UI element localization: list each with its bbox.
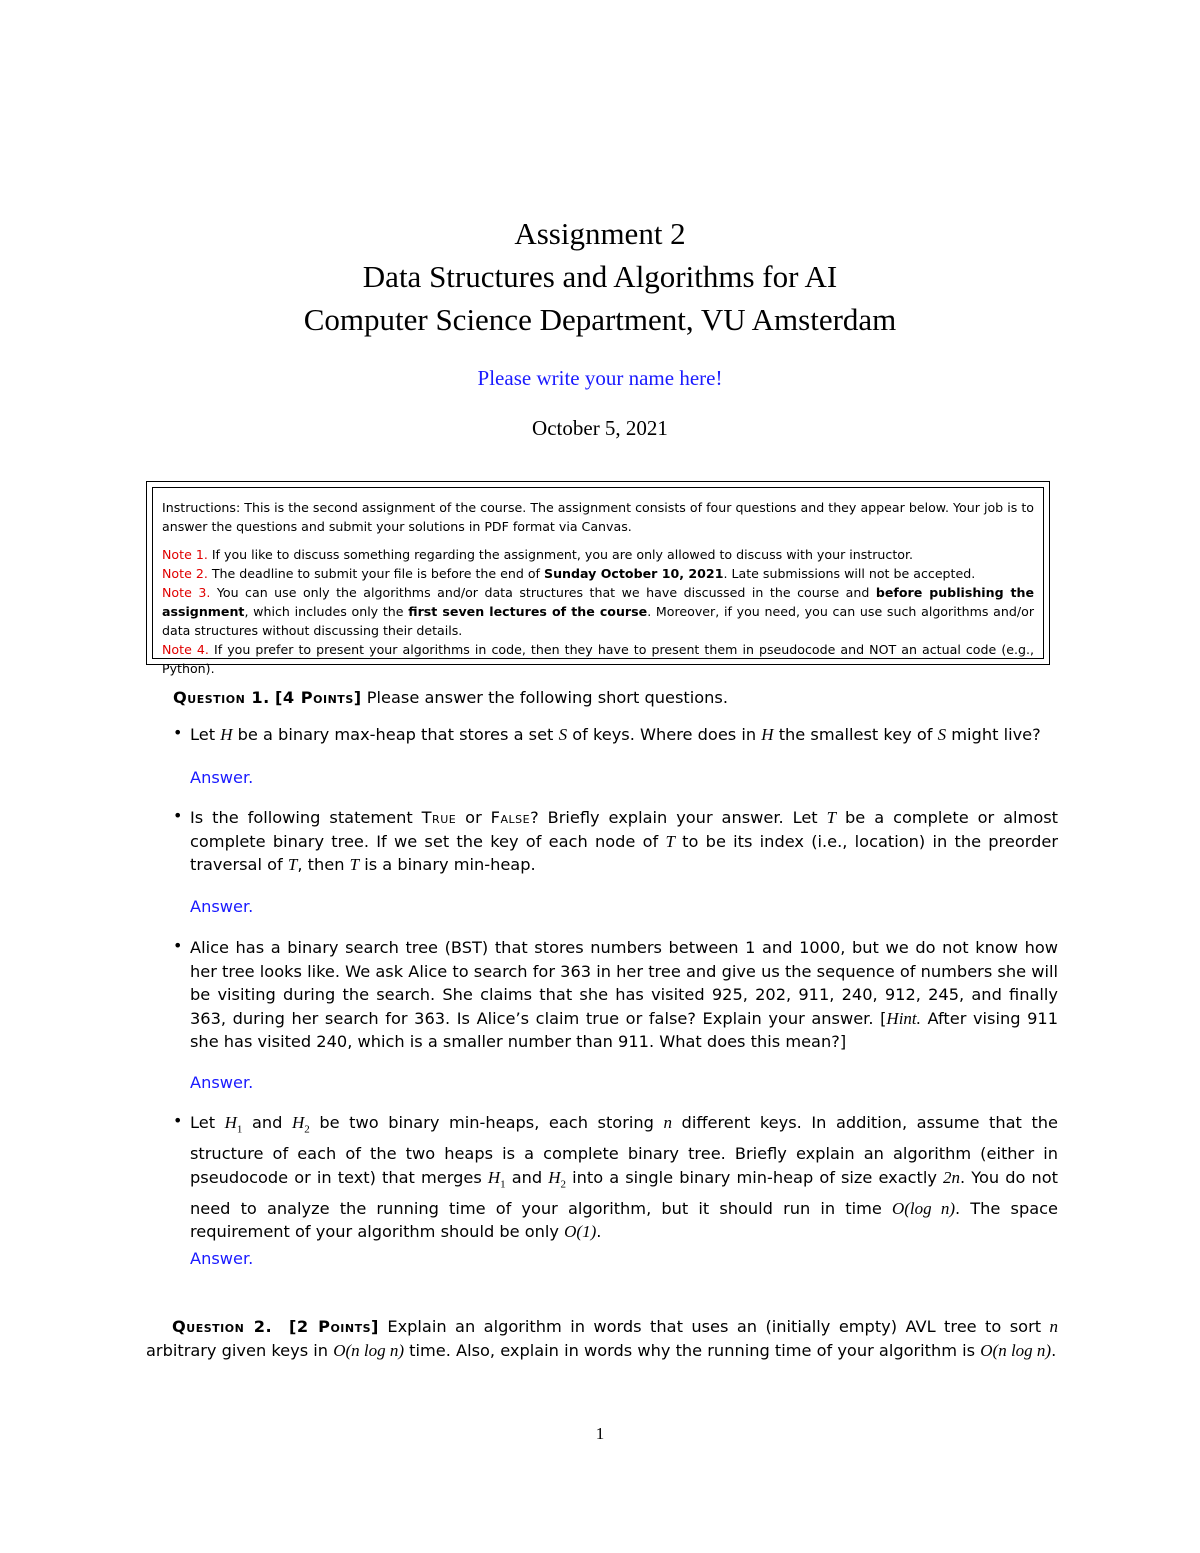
instructions-label: Instructions: <box>162 500 241 515</box>
q2-text: arbitrary given keys in <box>146 1340 334 1360</box>
note-1-label: Note 1. <box>162 547 208 562</box>
q2-text: Explain an algorithm in words that uses an (initially empty) AVL tree to sort <box>378 1317 1050 1336</box>
bullet: • <box>173 1111 183 1130</box>
math-n: n <box>663 1113 672 1132</box>
math-O-n-log-n: O(n log n) <box>333 1340 405 1360</box>
q1-item2-text: is a binary min-heap. <box>359 855 536 875</box>
math-2n: 2n <box>943 1167 961 1187</box>
instructions-text: This is the second assignment of the course. The assignment consists of four questions and they appear below. Your job is to answer the questions and submit your solutions in PDF format via Canvas. <box>162 500 1034 534</box>
instructions-paragraph <box>162 498 1034 536</box>
note-4-label: Note 4. <box>162 642 209 657</box>
math-H-letter: H <box>224 1113 237 1132</box>
q1-item1-text: be a binary max-heap that stores a set <box>232 725 559 744</box>
page-number: 1 <box>595 1424 605 1443</box>
note-2 <box>162 564 1034 583</box>
note-4 <box>162 640 1034 678</box>
q1-item4-text: Let <box>190 1113 225 1132</box>
math-T: T <box>287 855 298 875</box>
subscript: 1 <box>236 1123 243 1136</box>
q1-item1-text: might live? <box>946 725 1041 744</box>
q1-item4-text: . <box>596 1222 602 1242</box>
math-S: S <box>937 725 947 744</box>
title-block <box>0 212 1200 443</box>
q1-item4-text: into a single binary min-heap of size exactly <box>566 1167 944 1187</box>
answer-placeholder-2: Answer. <box>190 897 254 916</box>
question-1-label: Question 1. <box>173 688 270 707</box>
math-T: T <box>826 808 837 827</box>
math-H1 <box>487 1167 506 1190</box>
q1-item4-text: and <box>242 1113 293 1132</box>
instructions-inner <box>152 487 1044 676</box>
q1-item2-text: , then <box>297 855 350 875</box>
q1-item1-text: the smallest key of <box>773 725 938 744</box>
math-H: H <box>761 725 774 744</box>
math-H2 <box>292 1113 310 1136</box>
note-3-text-c: . Moreover, if you need, you can use such algorithms and/or data structures without discussing their details. <box>162 604 1034 638</box>
math-S: S <box>558 725 568 744</box>
q1-item4-text: . The space requirement of your algorithm should be only <box>190 1198 1059 1242</box>
q1-item4-text: be two binary min-heaps, each storing <box>309 1113 664 1132</box>
math-T: T <box>665 831 675 851</box>
q1-item2-text: or <box>456 808 491 827</box>
question-1-points: [4 Points] <box>275 688 362 707</box>
q1-item1-text: of keys. Where does in <box>567 725 762 744</box>
q1-item4-text: and <box>505 1167 549 1187</box>
note-3 <box>162 583 1034 640</box>
math-H2 <box>548 1167 567 1190</box>
math-T: T <box>349 855 360 875</box>
question-1-prompt: Please answer the following short questions. <box>361 688 728 707</box>
hint-label: Hint. <box>886 1008 921 1028</box>
author-placeholder: Please write your name here! <box>477 366 723 390</box>
note-2-label: Note 2. <box>162 566 208 581</box>
q1-item2-text: ? Briefly explain your answer. Let <box>530 808 827 827</box>
question-1-item-3 <box>190 936 1058 1054</box>
q1-item4-text: . You do not need to analyze the running time of your algorithm, but it should run in time <box>190 1167 1059 1218</box>
math-H-letter: H <box>292 1113 305 1132</box>
department-title: Computer Science Department, VU Amsterdam <box>303 302 897 337</box>
note-1 <box>162 545 1034 564</box>
math-O-1: O(1) <box>564 1222 597 1242</box>
q1-item1-text: Let <box>190 725 221 744</box>
math-O-n-log-n: O(n log n) <box>980 1340 1052 1360</box>
answer-placeholder-4: Answer. <box>190 1249 254 1268</box>
bullet: • <box>173 806 183 825</box>
q1-item4-text: different keys. In addition, assume that the structure of each of the two heaps is a complete binary tree. Briefly explain an algorithm (either in pseudocode or in text) that merges <box>190 1113 1059 1187</box>
subscript: 2 <box>560 1177 567 1190</box>
math-H-letter: H <box>487 1167 501 1187</box>
question-2-points: [2 Points] <box>289 1317 379 1336</box>
note-3-label: Note 3. <box>162 585 211 600</box>
math-O-log-n: O(log n) <box>891 1198 956 1218</box>
note-3-bold-b: first seven lectures of the course <box>408 604 648 619</box>
q2-text: . <box>1051 1340 1057 1360</box>
note-2-text: The deadline to submit your file is before the end of <box>207 566 544 581</box>
q1-item3-text: Alice has a binary search tree (BST) that stores numbers between 1 and 1000, but we do not know how her tree looks like. We ask Alice to search for 363 in her tree and give us the sequence of numbers she will be visiting during the search. She claims that she has visited 925, 202, 911, 240, 912, 245, and finally 363, during her search for 363. Is Alice’s claim true or false? Explain your answer. [ <box>190 938 1058 1028</box>
question-1-item-4 <box>190 1111 1058 1244</box>
question-2-label: Question 2. <box>172 1317 273 1336</box>
note-2-text-end: . Late submissions will not be accepted. <box>723 566 976 581</box>
note-4-text: If you prefer to present your algorithms in code, then they have to present them in pseudocode and NOT an actual code (e.g., Python). <box>162 642 1034 676</box>
course-title: Data Structures and Algorithms for AI <box>362 259 838 294</box>
math-H1 <box>224 1113 243 1136</box>
q1-item2-text: Is the following statement <box>190 808 422 827</box>
subscript: 2 <box>304 1123 310 1136</box>
assignment-title: Assignment 2 <box>514 216 686 251</box>
false-word: False <box>490 808 531 827</box>
question-1-heading <box>173 686 728 710</box>
bullet: • <box>173 723 183 742</box>
answer-placeholder-1: Answer. <box>190 768 254 787</box>
question-2 <box>146 1315 1058 1362</box>
document-date: October 5, 2021 <box>532 416 668 440</box>
bullet: • <box>173 936 183 955</box>
note-3-bold-a: before publishing the assignment <box>162 585 1035 619</box>
q1-item3-text: After vising 911 she has visited 240, which is a smaller number than 911. What does this mean?] <box>190 1008 1059 1052</box>
math-n: n <box>1049 1317 1058 1336</box>
note-3-text: You can use only the algorithms and/or data structures that we have discussed in the course and <box>210 585 876 600</box>
answer-placeholder-3: Answer. <box>190 1073 254 1092</box>
question-1-item-2 <box>190 806 1058 877</box>
q1-item2-text: be a complete or almost complete binary tree. If we set the key of each node of <box>190 808 1058 851</box>
q2-text: time. Also, explain in words why the running time of your algorithm is <box>404 1340 981 1360</box>
note-1-text: If you like to discuss something regarding the assignment, you are only allowed to discuss with your instructor. <box>207 547 913 562</box>
question-1-item-1 <box>190 723 1058 747</box>
note-3-text-b: , which includes only the <box>244 604 409 619</box>
subscript: 1 <box>500 1177 506 1190</box>
note-2-deadline: Sunday October 10, 2021 <box>544 566 724 581</box>
instructions-box <box>146 481 1050 676</box>
true-word: True <box>421 808 457 827</box>
math-H-letter: H <box>548 1167 561 1187</box>
q1-item2-text: to be its index (i.e., location) in the preorder traversal of <box>190 831 1058 875</box>
math-H: H <box>220 725 233 744</box>
